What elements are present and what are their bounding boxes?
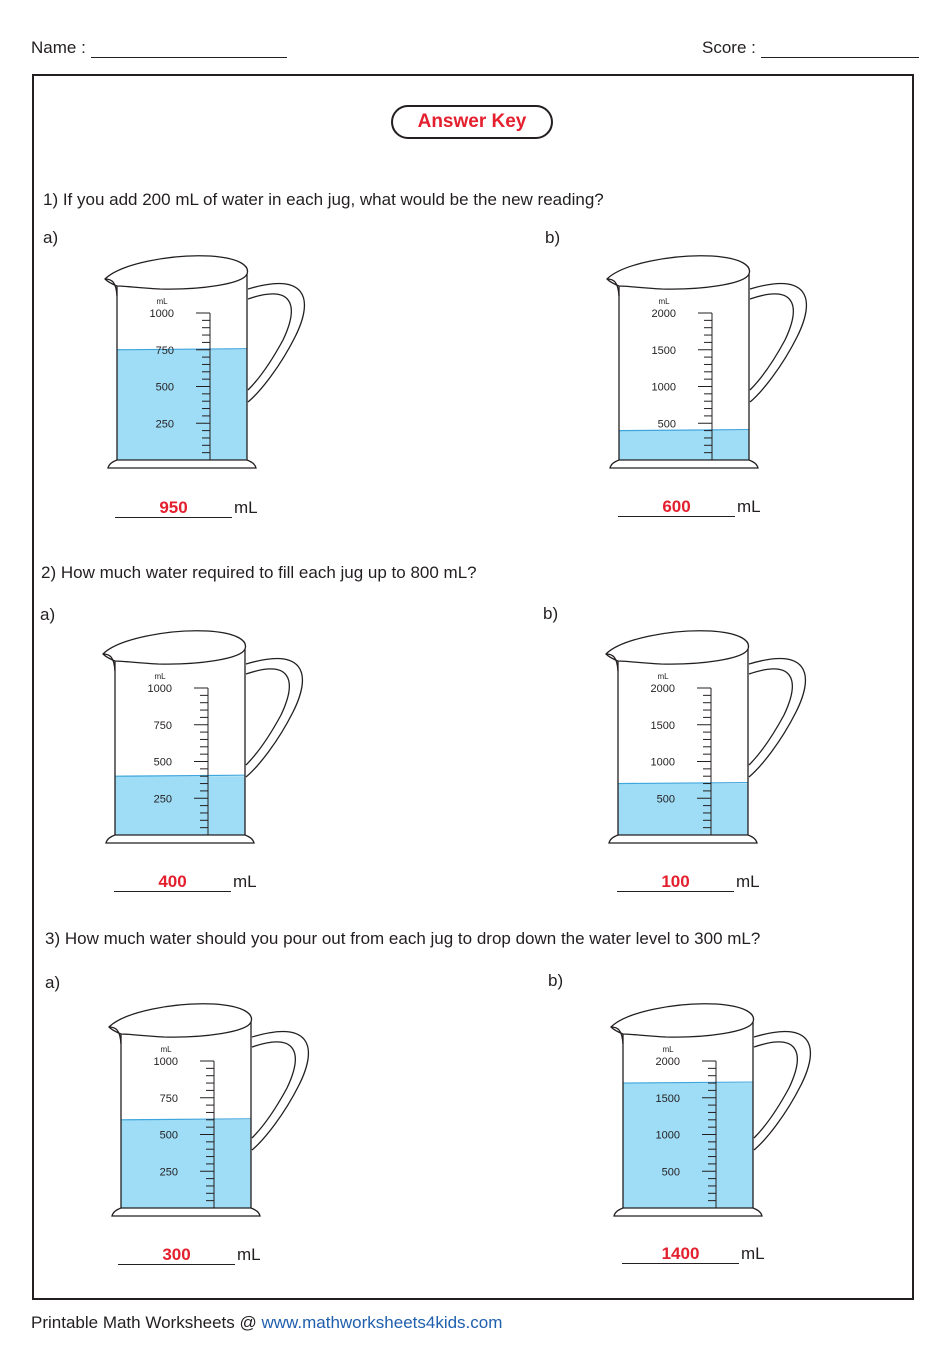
q2b-label: b): [543, 604, 559, 623]
jug-1b-tick-label: 1000: [651, 381, 676, 394]
answer-3a-value[interactable]: 300: [118, 1246, 235, 1265]
jug-1a-water: [117, 350, 247, 460]
answer-3b: [622, 1244, 765, 1264]
jug-2b-tick-label: 500: [656, 793, 675, 806]
jug-3a-unit-label: mL: [160, 1045, 172, 1054]
answer-2a-unit: mL: [233, 872, 257, 891]
score-field: [702, 38, 919, 58]
jug-1b-tick-label: 500: [657, 418, 676, 431]
jug-2b-base: [609, 835, 757, 843]
jug-1b: [602, 252, 812, 472]
question-2-text: 2) How much water required to fill each jug up to 800 mL?: [41, 563, 477, 582]
jug-2a-base: [106, 835, 254, 843]
answer-2a: [114, 872, 257, 892]
jug-3a-handle-inner: [252, 1042, 295, 1138]
jug-1a-rim: [105, 256, 248, 289]
jug-3a-rim: [109, 1004, 252, 1037]
answer-key-badge: Answer Key: [391, 105, 553, 139]
q1b-label: b): [545, 228, 561, 247]
jug-3b-tick-label: 1500: [655, 1092, 680, 1105]
jug-2a-tick-label: 250: [153, 793, 172, 806]
answer-2b-unit: mL: [736, 872, 760, 891]
jug-3b-unit-label: mL: [662, 1045, 674, 1054]
jug-1a-tick-label: 500: [155, 381, 174, 394]
jug-1a-base: [108, 460, 256, 468]
jug-2b-water: [618, 784, 748, 835]
jug-3a-tick-label: 1000: [153, 1056, 178, 1068]
question-1-text: 1) If you add 200 mL of water in each jug, what would be the new reading?: [43, 190, 604, 209]
jug-1b-water-surface: [619, 430, 749, 431]
jug-2b: [601, 627, 811, 847]
jug-3a-base: [112, 1208, 260, 1216]
footer: [31, 1313, 502, 1333]
jug-3a-tick-label: 750: [159, 1092, 178, 1105]
name-field: [31, 38, 287, 58]
jug-3a-tick-label: 500: [159, 1129, 178, 1142]
jug-1b-tick-label: 1500: [651, 344, 676, 357]
jug-1a-tick-label: 250: [155, 418, 174, 431]
jug-2b-handle-inner: [749, 669, 792, 765]
question-3-text: 3) How much water should you pour out from each jug to drop down the water level to 300 mL?: [45, 929, 761, 948]
score-line[interactable]: [761, 39, 919, 58]
answer-1a: [115, 498, 258, 518]
answer-1b: [618, 497, 761, 517]
jug-1a-handle-outer: [248, 284, 304, 402]
jug-2a-unit-label: mL: [154, 672, 166, 681]
answer-3a-unit: mL: [237, 1245, 261, 1264]
footer-link[interactable]: www.mathworksheets4kids.com: [261, 1313, 503, 1332]
answer-1b-value[interactable]: 600: [618, 498, 735, 517]
jug-3b: [606, 1000, 816, 1220]
jug-3b-tick-label: 2000: [655, 1056, 680, 1068]
jug-3b-water-surface: [623, 1082, 753, 1083]
jug-1b-water: [619, 431, 749, 460]
jug-3b-rim: [611, 1004, 754, 1037]
jug-2b-unit-label: mL: [657, 672, 669, 681]
answer-1b-unit: mL: [737, 497, 761, 516]
answer-1a-unit: mL: [234, 498, 258, 517]
jug-2b-tick-label: 1000: [650, 756, 675, 769]
jug-2a: [98, 627, 308, 847]
answer-2b-value[interactable]: 100: [617, 873, 734, 892]
jug-1b-unit-label: mL: [658, 297, 670, 306]
answer-2b: [617, 872, 760, 892]
jug-1a-unit-label: mL: [156, 297, 168, 306]
jug-2a-rim: [103, 631, 246, 664]
q2a-label: a): [40, 605, 56, 624]
score-label: Score :: [702, 38, 756, 57]
jug-1b-handle-outer: [750, 284, 806, 402]
jug-2a-tick-label: 500: [153, 756, 172, 769]
jug-3a-water-surface: [121, 1119, 251, 1120]
answer-3a: [118, 1245, 261, 1265]
jug-1a-handle-inner: [248, 294, 291, 390]
jug-1a-water-surface: [117, 349, 247, 350]
jug-2b-tick-label: 2000: [650, 683, 675, 695]
jug-1b-base: [610, 460, 758, 468]
jug-3b-tick-label: 500: [661, 1166, 680, 1179]
jug-3a-tick-label: 250: [159, 1166, 178, 1179]
jug-3b-base: [614, 1208, 762, 1216]
jug-1b-handle-inner: [750, 294, 793, 390]
q1a-label: a): [43, 228, 59, 247]
jug-3a: [104, 1000, 314, 1220]
q3b-label: b): [548, 971, 564, 990]
jug-2a-handle-outer: [246, 659, 302, 777]
jug-1b-tick-label: 2000: [651, 308, 676, 320]
jug-2a-water-surface: [115, 775, 245, 776]
footer-text: Printable Math Worksheets @: [31, 1313, 262, 1332]
q3a-label: a): [45, 973, 61, 992]
answer-1a-value[interactable]: 950: [115, 499, 232, 518]
jug-1b-rim: [607, 256, 750, 289]
jug-2a-water: [115, 776, 245, 835]
name-line[interactable]: [91, 39, 287, 58]
jug-1a-tick-label: 750: [155, 344, 174, 357]
jug-2a-tick-label: 750: [153, 719, 172, 732]
jug-3b-handle-outer: [754, 1032, 810, 1150]
jug-3b-handle-inner: [754, 1042, 797, 1138]
jug-1a: [100, 252, 310, 472]
jug-3b-tick-label: 1000: [655, 1129, 680, 1142]
jug-3a-handle-outer: [252, 1032, 308, 1150]
jug-2b-water-surface: [618, 783, 748, 784]
jug-2a-handle-inner: [246, 669, 289, 765]
jug-2b-rim: [606, 631, 749, 664]
jug-1a-tick-label: 1000: [149, 308, 174, 320]
answer-2a-value[interactable]: 400: [114, 873, 231, 892]
jug-3b-water: [623, 1083, 753, 1208]
name-label: Name :: [31, 38, 86, 57]
answer-3b-unit: mL: [741, 1244, 765, 1263]
jug-2b-tick-label: 1500: [650, 719, 675, 732]
jug-2a-tick-label: 1000: [147, 683, 172, 695]
jug-3a-water: [121, 1120, 251, 1208]
jug-2b-handle-outer: [749, 659, 805, 777]
answer-3b-value[interactable]: 1400: [622, 1245, 739, 1264]
